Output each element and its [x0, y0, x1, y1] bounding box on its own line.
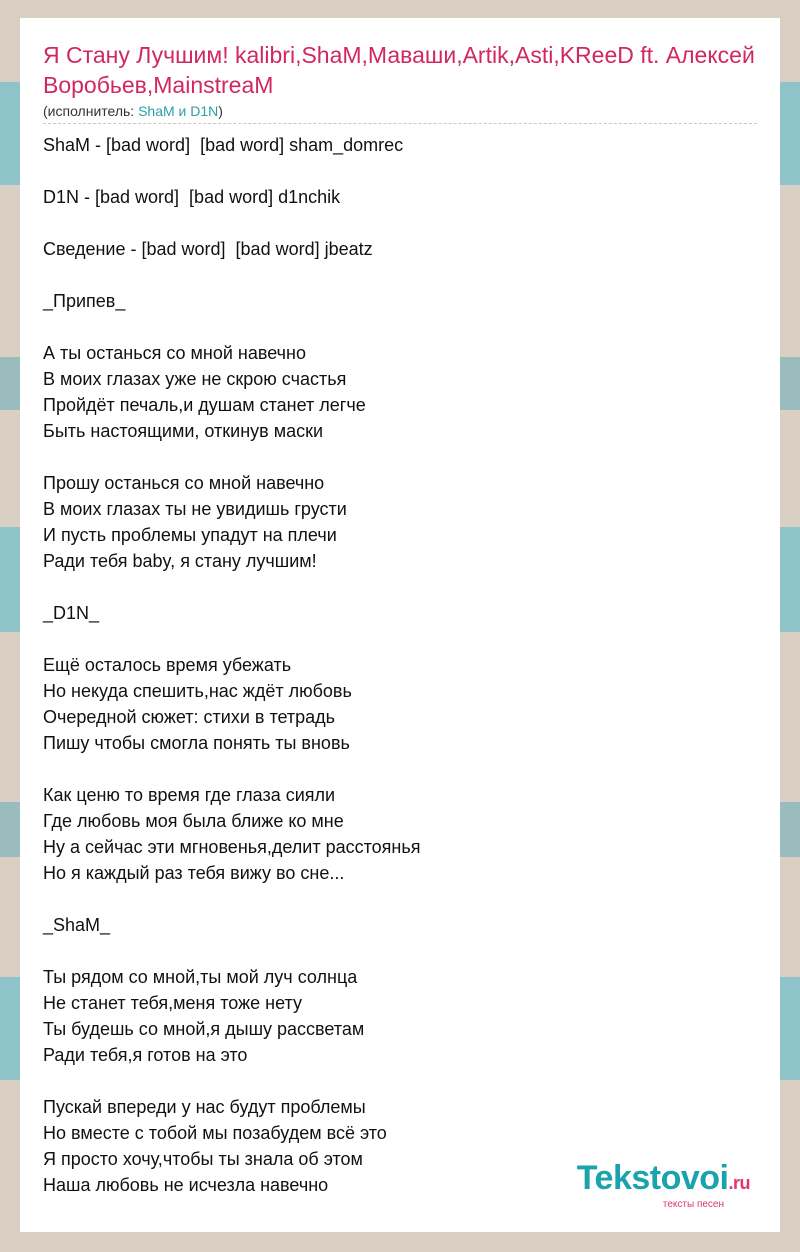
lyric-line: Но я каждый раз тебя вижу во сне... — [43, 863, 345, 883]
lyric-line: _D1N_ — [43, 603, 100, 623]
site-logo[interactable] — [577, 1161, 750, 1210]
lyric-line: И пусть проблемы упадут на плечи — [43, 525, 337, 545]
lyric-line: В моих глазах уже не скрою счастья — [43, 369, 347, 389]
lyric-line: Наша любовь не исчезла навечно — [43, 1175, 329, 1195]
lyric-line: Ради тебя baby, я стану лучшим! — [43, 551, 317, 571]
lyric-line: Не станет тебя,меня тоже нету — [43, 993, 302, 1013]
lyrics-body — [43, 132, 758, 1198]
lyric-line: Я просто хочу,чтобы ты знала об этом — [43, 1149, 363, 1169]
lyric-line — [43, 158, 758, 184]
lyric-line: D1N - [bad word] [bad word] d1nchik — [43, 187, 341, 207]
lyric-line: Сведение - [bad word] [bad word] jbeatz — [43, 239, 373, 259]
performer-link[interactable]: ShaM и D1N — [138, 103, 219, 119]
logo-wordmark — [577, 1161, 750, 1200]
lyric-line: _Припев_ — [43, 291, 126, 311]
lyric-line: Пускай впереди у нас будут проблемы — [43, 1097, 366, 1117]
logo-tld: .ru — [728, 1173, 750, 1193]
logo-main-text: Tekstovoi — [576, 1159, 729, 1197]
lyric-line: Как ценю то время где глаза сияли — [43, 785, 336, 805]
lyric-line — [43, 626, 758, 652]
lyric-line: Ты будешь со мной,я дышу рассветам — [43, 1019, 365, 1039]
lyric-line: Очередной сюжет: стихи в тетрадь — [43, 707, 336, 727]
lyric-line: Но вместе с тобой мы позабудем всё это — [43, 1123, 387, 1143]
logo-tagline: тексты песен — [662, 1199, 724, 1210]
lyric-line — [43, 210, 758, 236]
lyric-line — [43, 314, 758, 340]
lyric-line: Где любовь моя была ближе ко мне — [43, 811, 344, 831]
lyric-line — [43, 262, 758, 288]
lyric-line: Пройдёт печаль,и душам станет легче — [43, 395, 366, 415]
lyric-line — [43, 756, 758, 782]
lyric-line: Ещё осталось время убежать — [43, 655, 292, 675]
lyric-line: Прошу останься со мной навечно — [43, 473, 325, 493]
lyric-line — [43, 1068, 758, 1094]
song-title: Я Стану Лучшим! kalibri,ShaM,Маваши,Artik,Asti,KReeD ft. Алексей Воробьев,MainstreaM — [43, 42, 755, 98]
header-divider — [43, 123, 757, 124]
lyric-line: Пишу чтобы смогла понять ты вновь — [43, 733, 350, 753]
lyric-line: Ради тебя,я готов на это — [43, 1045, 248, 1065]
lyric-line: ShaM - [bad word] [bad word] sham_domrec — [43, 135, 404, 155]
performer-suffix: ) — [218, 103, 223, 119]
lyric-line: Но некуда спешить,нас ждёт любовь — [43, 681, 352, 701]
lyric-line: Ну а сейчас эти мгновенья,делит расстоянья — [43, 837, 421, 857]
lyric-line — [43, 886, 758, 912]
lyric-line: В моих глазах ты не увидишь грусти — [43, 499, 347, 519]
lyric-line — [43, 444, 758, 470]
lyric-line — [43, 574, 758, 600]
lyric-line: _ShaM_ — [43, 915, 111, 935]
lyric-line — [43, 938, 758, 964]
lyric-line: А ты останься со мной навечно — [43, 343, 306, 363]
lyric-line: Быть настоящими, откинув маски — [43, 421, 324, 441]
performer-line — [43, 102, 758, 120]
performer-prefix: (исполнитель: — [43, 103, 139, 119]
lyric-line: Ты рядом со мной,ты мой луч солнца — [43, 967, 358, 987]
lyrics-card — [20, 18, 780, 1232]
